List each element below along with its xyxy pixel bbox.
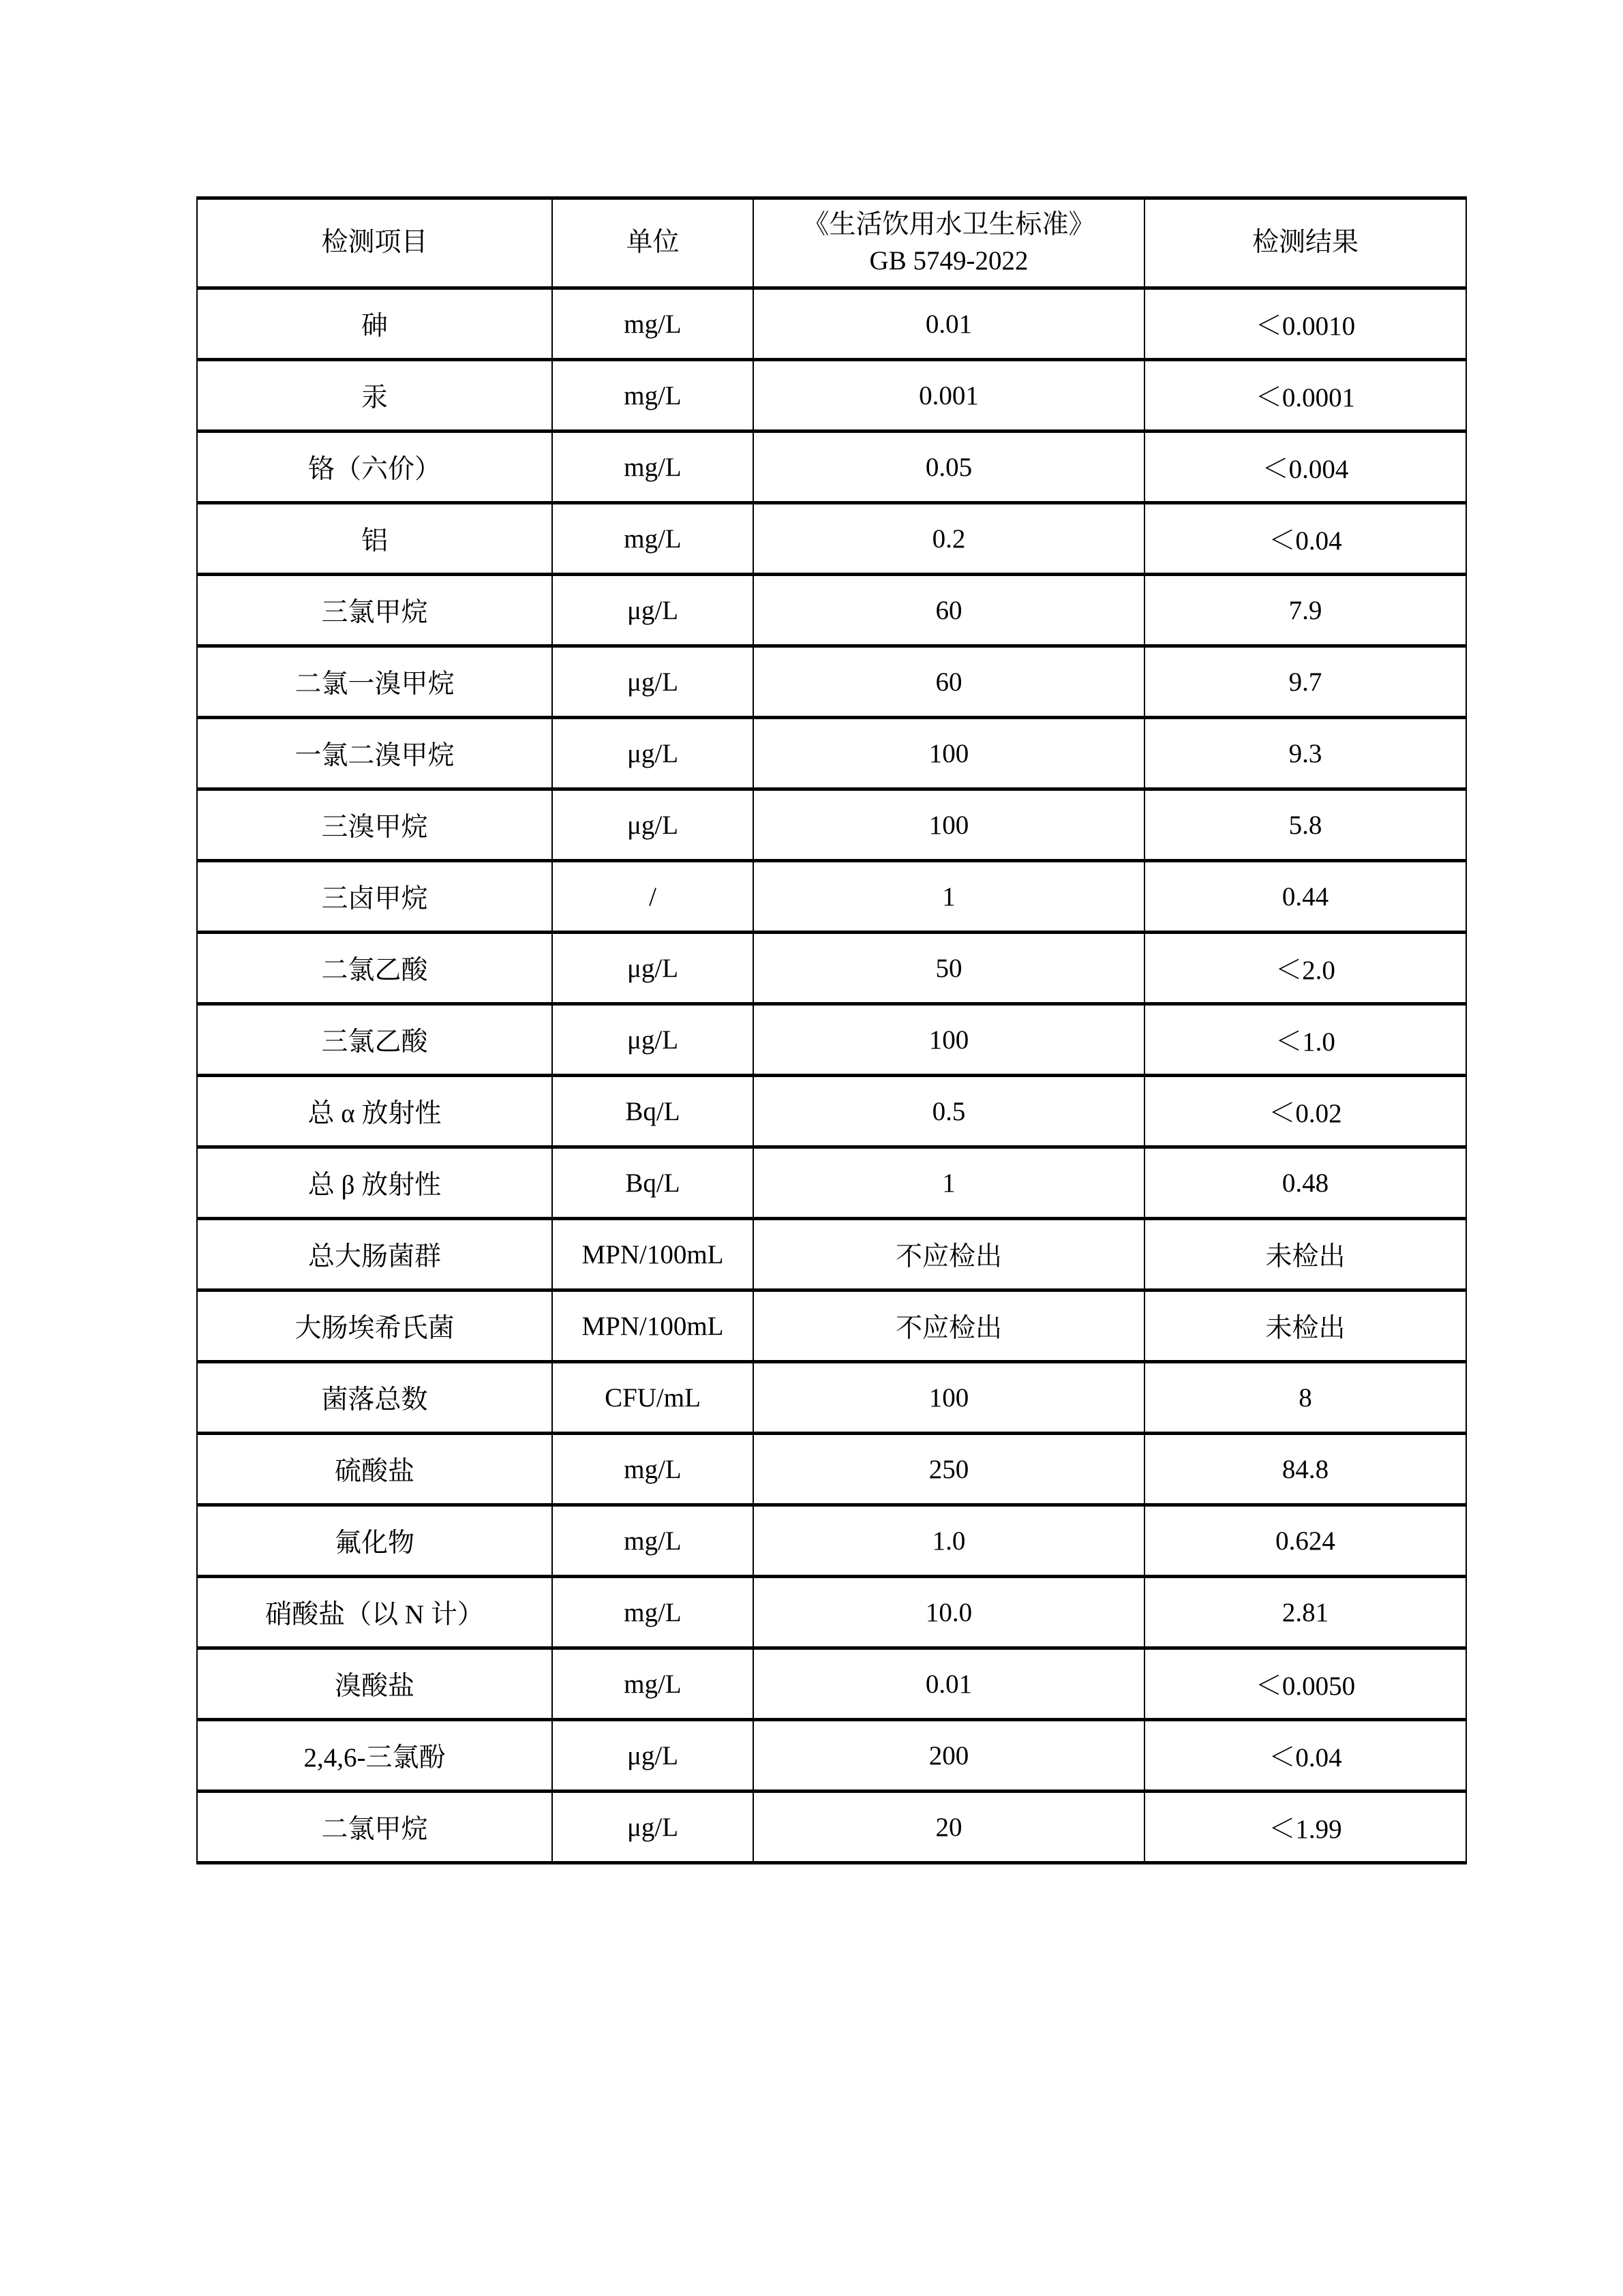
cell-standard: 60	[753, 575, 1144, 646]
cell-result: 0.624	[1144, 1505, 1466, 1577]
cell-unit: mg/L	[552, 432, 753, 503]
cell-unit: μg/L	[552, 1720, 753, 1792]
cell-result: 9.3	[1144, 718, 1466, 789]
cell-result: ＜0.0050	[1144, 1648, 1466, 1720]
table-row	[197, 933, 1466, 1004]
cell-unit: μg/L	[552, 575, 753, 646]
cell-unit: CFU/mL	[552, 1362, 753, 1434]
test-results-table	[196, 196, 1467, 1864]
table-row	[197, 575, 1466, 646]
cell-item: 铬（六价）	[197, 432, 552, 503]
cell-unit: μg/L	[552, 933, 753, 1004]
standard-title-line: 《生活饮用水卫生标准》	[802, 209, 1095, 239]
cell-result: ＜0.0010	[1144, 288, 1466, 360]
cell-unit: μg/L	[552, 789, 753, 861]
cell-result: 9.7	[1144, 646, 1466, 718]
table-row	[197, 1505, 1466, 1577]
cell-unit: Bq/L	[552, 1147, 753, 1219]
cell-result: 2.81	[1144, 1577, 1466, 1648]
table-header-row	[197, 198, 1466, 288]
table-row	[197, 432, 1466, 503]
cell-unit: mg/L	[552, 1434, 753, 1505]
cell-result: ＜0.004	[1144, 432, 1466, 503]
cell-item: 二氯乙酸	[197, 933, 552, 1004]
cell-unit: mg/L	[552, 503, 753, 575]
column-header-standard	[753, 198, 1144, 288]
cell-item: 菌落总数	[197, 1362, 552, 1434]
cell-result: ＜2.0	[1144, 933, 1466, 1004]
cell-unit: μg/L	[552, 1792, 753, 1863]
table-row	[197, 1792, 1466, 1863]
column-header-result: 检测结果	[1144, 198, 1466, 288]
cell-standard: 10.0	[753, 1577, 1144, 1648]
table-row	[197, 1147, 1466, 1219]
cell-item: 三溴甲烷	[197, 789, 552, 861]
table-row	[197, 288, 1466, 360]
cell-standard: 0.01	[753, 1648, 1144, 1720]
cell-unit: mg/L	[552, 1648, 753, 1720]
cell-standard: 0.5	[753, 1076, 1144, 1147]
cell-standard: 20	[753, 1792, 1144, 1863]
cell-result: 0.44	[1144, 861, 1466, 933]
cell-standard: 250	[753, 1434, 1144, 1505]
table-row	[197, 1076, 1466, 1147]
cell-result: 8	[1144, 1362, 1466, 1434]
cell-standard: 0.05	[753, 432, 1144, 503]
cell-standard: 0.001	[753, 360, 1144, 432]
cell-standard: 100	[753, 1362, 1144, 1434]
cell-item: 总 α 放射性	[197, 1076, 552, 1147]
cell-unit: μg/L	[552, 1004, 753, 1076]
cell-result: ＜0.04	[1144, 503, 1466, 575]
column-header-item: 检测项目	[197, 198, 552, 288]
cell-unit: MPN/100mL	[552, 1219, 753, 1290]
cell-item: 大肠埃希氏菌	[197, 1290, 552, 1362]
cell-result: ＜0.0001	[1144, 360, 1466, 432]
cell-result: 未检出	[1144, 1219, 1466, 1290]
cell-unit: mg/L	[552, 1505, 753, 1577]
cell-result: ＜0.04	[1144, 1720, 1466, 1792]
cell-item: 总 β 放射性	[197, 1147, 552, 1219]
cell-result: 0.48	[1144, 1147, 1466, 1219]
table-row	[197, 789, 1466, 861]
cell-unit: Bq/L	[552, 1076, 753, 1147]
cell-result: 7.9	[1144, 575, 1466, 646]
table-row	[197, 1362, 1466, 1434]
cell-standard: 不应检出	[753, 1290, 1144, 1362]
cell-item: 砷	[197, 288, 552, 360]
table-row	[197, 646, 1466, 718]
cell-result: 5.8	[1144, 789, 1466, 861]
cell-unit: /	[552, 861, 753, 933]
cell-unit: MPN/100mL	[552, 1290, 753, 1362]
table-body	[197, 288, 1466, 1863]
cell-item: 一氯二溴甲烷	[197, 718, 552, 789]
cell-result: ＜0.02	[1144, 1076, 1466, 1147]
cell-result: 84.8	[1144, 1434, 1466, 1505]
cell-item: 三卤甲烷	[197, 861, 552, 933]
table-row	[197, 718, 1466, 789]
cell-standard: 200	[753, 1720, 1144, 1792]
cell-unit: mg/L	[552, 288, 753, 360]
cell-standard: 1	[753, 1147, 1144, 1219]
cell-standard: 60	[753, 646, 1144, 718]
table-row	[197, 861, 1466, 933]
cell-item: 总大肠菌群	[197, 1219, 552, 1290]
cell-item: 汞	[197, 360, 552, 432]
cell-standard: 0.2	[753, 503, 1144, 575]
table-row	[197, 1720, 1466, 1792]
cell-item: 三氯甲烷	[197, 575, 552, 646]
cell-item: 二氯一溴甲烷	[197, 646, 552, 718]
table-row	[197, 1577, 1466, 1648]
table-row	[197, 360, 1466, 432]
cell-item: 硝酸盐（以 N 计）	[197, 1577, 552, 1648]
cell-standard: 1.0	[753, 1505, 1144, 1577]
cell-unit: μg/L	[552, 718, 753, 789]
cell-item: 氟化物	[197, 1505, 552, 1577]
cell-result: 未检出	[1144, 1290, 1466, 1362]
cell-unit: μg/L	[552, 646, 753, 718]
table-row	[197, 1434, 1466, 1505]
cell-result: ＜1.0	[1144, 1004, 1466, 1076]
cell-item: 三氯乙酸	[197, 1004, 552, 1076]
table-row	[197, 1648, 1466, 1720]
cell-standard: 100	[753, 718, 1144, 789]
cell-unit: mg/L	[552, 1577, 753, 1648]
cell-item: 硫酸盐	[197, 1434, 552, 1505]
cell-standard: 不应检出	[753, 1219, 1144, 1290]
cell-standard: 1	[753, 861, 1144, 933]
cell-item: 二氯甲烷	[197, 1792, 552, 1863]
cell-standard: 100	[753, 789, 1144, 861]
cell-standard: 50	[753, 933, 1144, 1004]
cell-standard: 0.01	[753, 288, 1144, 360]
table-row	[197, 1290, 1466, 1362]
cell-unit: mg/L	[552, 360, 753, 432]
cell-item: 溴酸盐	[197, 1648, 552, 1720]
cell-result: ＜1.99	[1144, 1792, 1466, 1863]
column-header-unit: 单位	[552, 198, 753, 288]
table-row	[197, 503, 1466, 575]
standard-code-line: GB 5749-2022	[869, 245, 1029, 275]
cell-standard: 100	[753, 1004, 1144, 1076]
cell-item: 2,4,6-三氯酚	[197, 1720, 552, 1792]
table-row	[197, 1004, 1466, 1076]
cell-item: 铝	[197, 503, 552, 575]
table-row	[197, 1219, 1466, 1290]
